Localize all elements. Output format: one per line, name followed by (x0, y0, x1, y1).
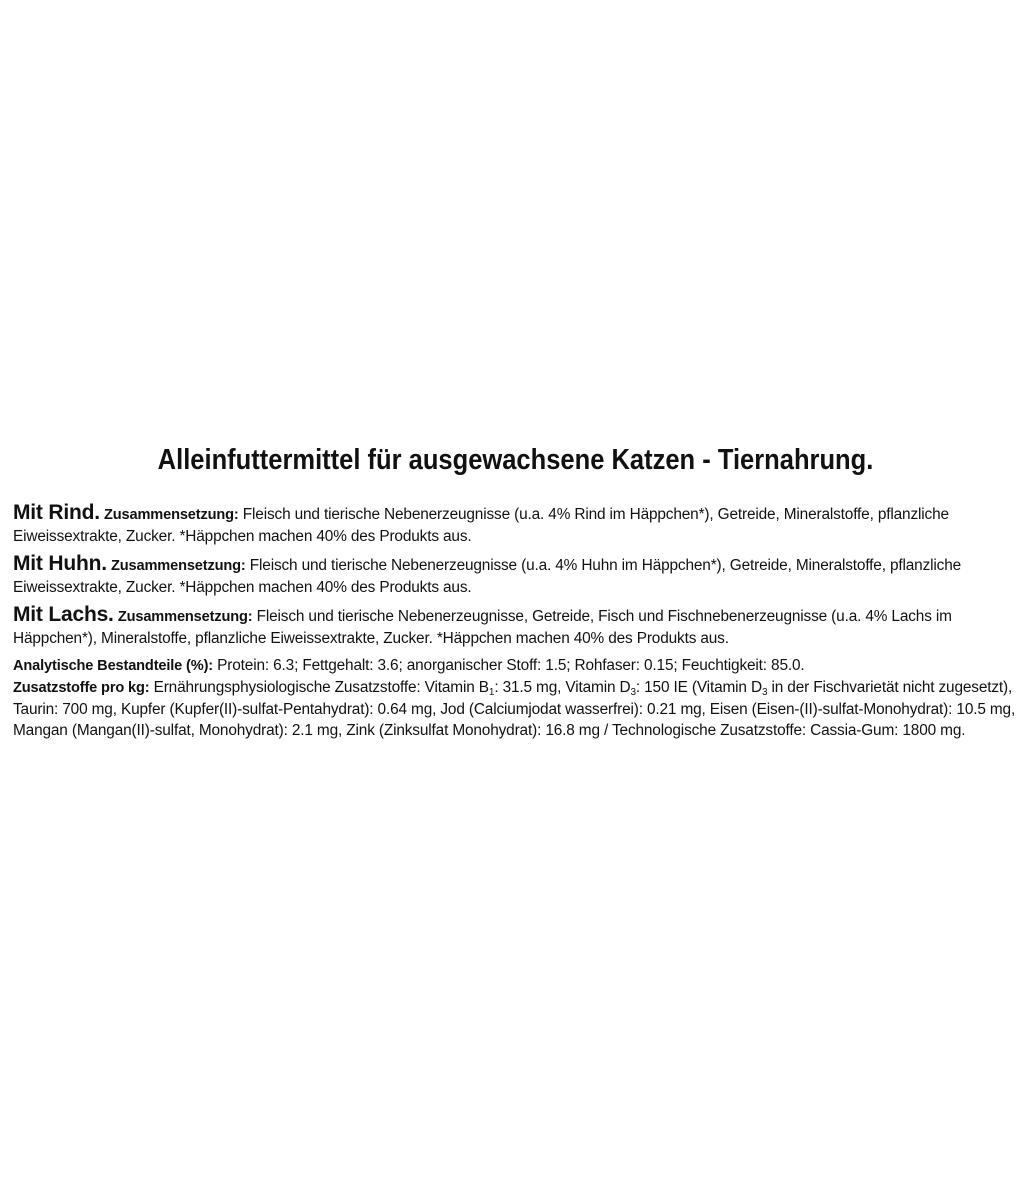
analytics-text: Protein: 6.3; Fettgehalt: 3.6; anorganischer Stoff: 1.5; Rohfaser: 0.15; Feuchtigkeit: 85.0. (217, 657, 805, 674)
product-label-document (13, 440, 1018, 741)
variant-beef (13, 502, 1018, 547)
composition-text: Fleisch und tierische Nebenerzeugnisse (u.a. 4% Rind im Häppchen*), Getreide, Mineralstoffe, pflanzliche Eiweissextrakte, Zucker. *Häppchen machen 40% des Produkts aus. (13, 506, 949, 545)
variant-name: Mit Huhn. (13, 552, 107, 575)
composition-label: Zusammensetzung: (117, 609, 253, 625)
analytical-constituents (13, 655, 1018, 677)
vitamin-d-subscript: 3 (630, 687, 636, 698)
additives-text-part: : 31.5 mg, Vitamin D (494, 679, 631, 696)
composition-text: Fleisch und tierische Nebenerzeugnisse (u.a. 4% Huhn im Häppchen*), Getreide, Mineralstoffe, pflanzliche Eiweissextrakte, Zucker. *Häppchen machen 40% des Produkts aus. (13, 557, 962, 596)
additives-section (13, 677, 1018, 741)
vitamin-b-subscript: 1 (488, 687, 495, 698)
composition-label: Zusammensetzung: (110, 558, 246, 574)
additives-text-part: in der Fischvarietät nicht zugesetzt), Taurin: 700 mg, Kupfer (Kupfer(II)-sulfat-Pentahydrat): 0.64 mg, Jod (Calciumjodat wasserfrei): 0.21 mg, Eisen (Eisen-(II)-sulfat-Monohydrat): 10.5 mg, Mangan (Mangan(II)-sulfat, Monohydrat): 2.1 mg, Zink (Zinksulfat Monohydrat): 16.8 mg / Technologische Zusatzstoffe: Cassia-Gum: 1800 mg. (13, 679, 1016, 739)
additives-text-part: : 150 IE (Vitamin D (635, 679, 762, 696)
variant-name: Mit Lachs. (13, 603, 114, 626)
additives-text-part: Ernährungsphysiologische Zusatzstoffe: Vitamin B (153, 679, 489, 696)
document-title: Alleinfuttermittel für ausgewachsene Katzen - Tiernahrung. (157, 444, 874, 476)
variant-salmon (13, 604, 1018, 649)
additives-label: Zusatzstoffe pro kg: (13, 680, 150, 696)
analytics-label: Analytische Bestandteile (%): (13, 658, 214, 674)
vitamin-d-subscript: 3 (761, 687, 768, 698)
variant-chicken (13, 553, 1018, 598)
composition-text: Fleisch und tierische Nebenerzeugnisse, Getreide, Fisch und Fischnebenerzeugnisse (u.a. 4% Lachs im Häppchen*), Mineralstoffe, pflanzliche Eiweissextrakte, Zucker. *Häppchen machen 40% des Produkts aus. (13, 608, 952, 647)
variant-name: Mit Rind. (13, 501, 100, 524)
composition-label: Zusammensetzung: (104, 507, 239, 523)
